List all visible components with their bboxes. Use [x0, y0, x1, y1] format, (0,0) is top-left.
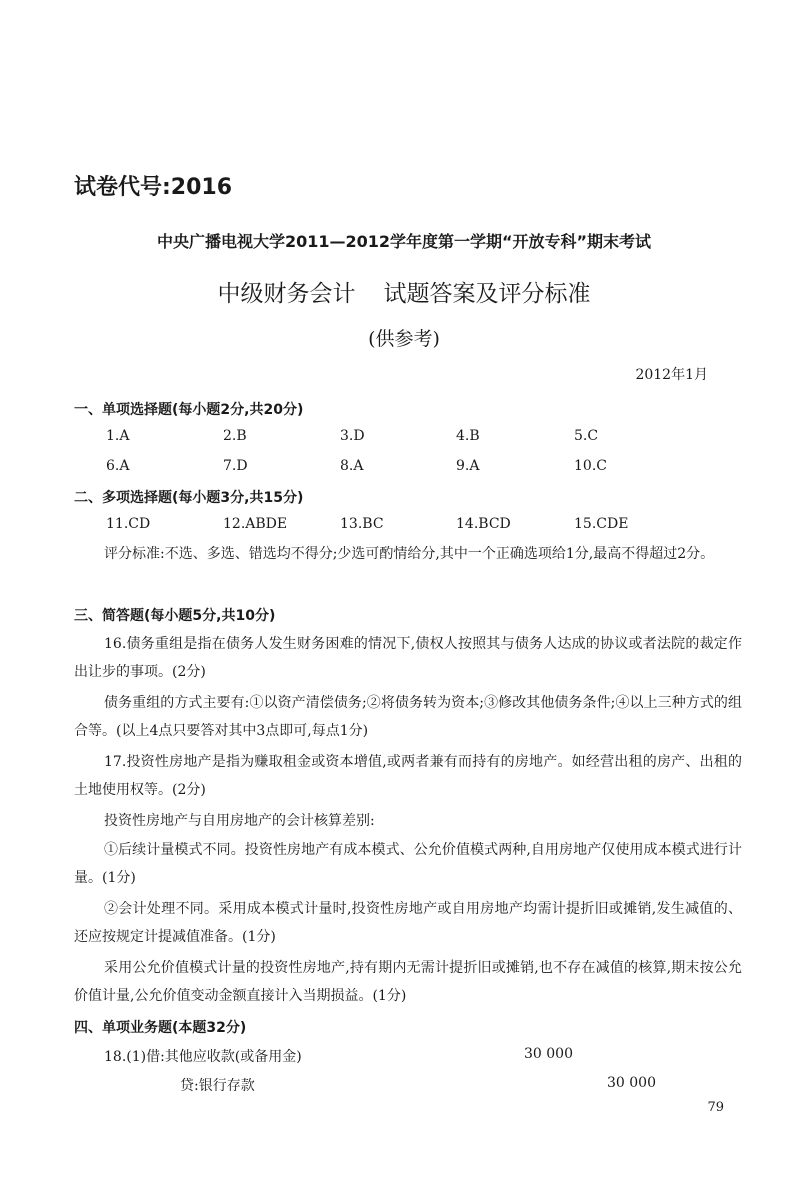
answer-item: 10.C — [574, 458, 607, 474]
journal-credit-amount: 30 000 — [607, 1075, 656, 1091]
answer-item: 11.CD — [106, 516, 151, 532]
answer-paragraph: ②会计处理不同。采用成本模式计量时,投资性房地产或自用房地产均需计提折旧或摊销,发生减值的、还应按规定计提减值准备。(1分) — [74, 901, 742, 945]
answer-item: 4.B — [456, 428, 480, 444]
answer-item: 5.C — [574, 428, 599, 444]
document-date: 2012年1月 — [635, 367, 708, 383]
answer-item: 3.D — [340, 428, 365, 444]
answer-paragraph: ①后续计量模式不同。投资性房地产有成本模式、公允价值模式两种,自用房地产仅使用成本模式进行计量。(1分) — [74, 842, 742, 886]
journal-entry-label: 贷:银行存款 — [180, 1078, 255, 1094]
answer-item: 9.A — [456, 458, 480, 474]
answer-paragraph: 债务重组的方式主要有:①以资产清偿债务;②将债务转为资本;③修改其他债务条件;④以上三种方式的组合等。(以上4点只要答对其中3点即可,每点1分) — [74, 695, 742, 739]
grading-standard: 评分标准:不选、多选、错选均不得分;少选可酌情给分,其中一个正确选项给1分,最高不得超过2分。 — [104, 546, 715, 562]
section3-heading: 三、简答题(每小题5分,共10分) — [74, 608, 276, 624]
answer-paragraph: 16.债务重组是指在债务人发生财务困难的情况下,债权人按照其与债务人达成的协议或者法院的裁定作出让步的事项。(2分) — [74, 636, 742, 680]
answer-item: 6.A — [106, 458, 130, 474]
title-course: 中级财务会计 — [217, 281, 356, 307]
reference-note: (供参考) — [368, 328, 440, 350]
answer-paragraph: 采用公允价值模式计量的投资性房地产,持有期内无需计提折旧或摊销,也不存在减值的核算,期末按公允价值计量,公允价值变动金额直接计入当期损益。(1分) — [74, 960, 742, 1004]
document-title — [0, 275, 808, 308]
paper-code: 试卷代号:2016 — [74, 175, 233, 200]
journal-debit-amount: 30 000 — [524, 1046, 573, 1062]
answer-item: 8.A — [340, 458, 364, 474]
answer-item: 12.ABDE — [223, 516, 288, 532]
section1-heading: 一、单项选择题(每小题2分,共20分) — [74, 402, 304, 418]
page-number: 79 — [707, 1100, 724, 1115]
answer-item: 1.A — [106, 428, 130, 444]
section4-heading: 四、单项业务题(本题32分) — [74, 1020, 247, 1036]
journal-entry-label: 18.(1)借:其他应收款(或备用金) — [104, 1049, 302, 1065]
answer-paragraph: 投资性房地产与自用房地产的会计核算差别: — [104, 813, 375, 829]
answer-item: 14.BCD — [456, 516, 511, 532]
answer-item: 15.CDE — [574, 516, 629, 532]
answer-item: 13.BC — [340, 516, 384, 532]
title-rest: 试题答案及评分标准 — [383, 281, 591, 307]
answer-item: 7.D — [223, 458, 248, 474]
section2-heading: 二、多项选择题(每小题3分,共15分) — [74, 490, 304, 506]
answer-item: 2.B — [223, 428, 247, 444]
answer-paragraph: 17.投资性房地产是指为赚取租金或资本增值,或两者兼有而持有的房地产。如经营出租的房产、出租的土地使用权等。(2分) — [74, 754, 742, 798]
exam-name: 中央广播电视大学2011—2012学年度第一学期“开放专科”期末考试 — [156, 232, 652, 251]
